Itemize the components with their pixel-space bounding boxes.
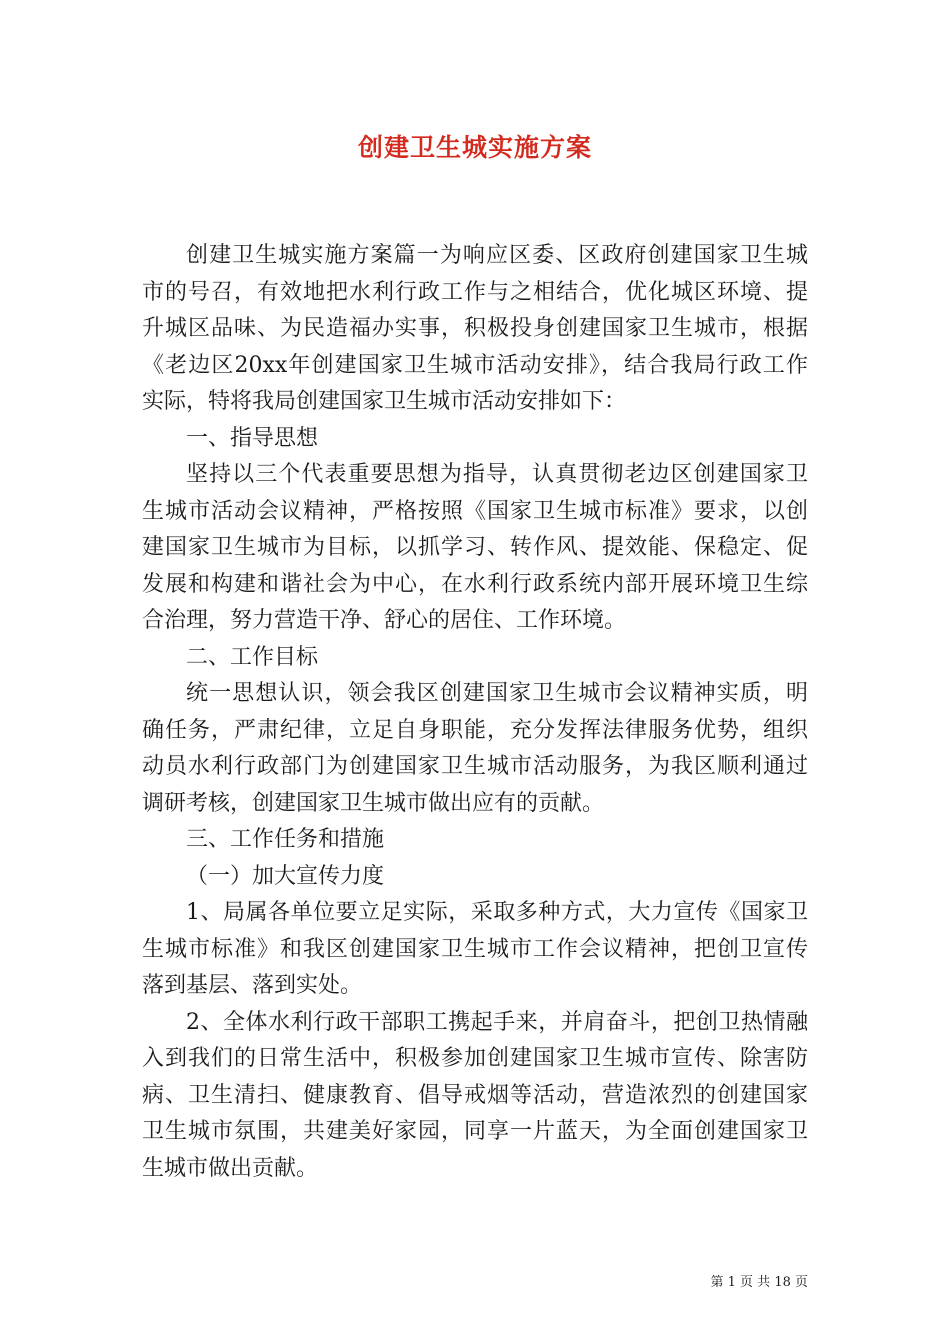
body-line: 市的号召，有效地把水利行政工作与之相结合，优化城区环境、提 <box>142 279 808 305</box>
body-line: 卫生城市氛围，共建美好家园，同享一片蓝天，为全面创建国家卫 <box>142 1119 808 1144</box>
body-line: 生城市活动会议精神，严格按照《国家卫生城市标准》要求，以创 <box>142 498 808 524</box>
body-line: 入到我们的日常生活中，积极参加创建国家卫生城市宣传、除害防 <box>142 1046 808 1071</box>
body-line: 生城市做出贡献。 <box>142 1155 319 1181</box>
body-line: 一、指导思想 <box>186 425 319 451</box>
body-line: 1、局属各单位要立足实际，采取多种方式，大力宣传《国家卫 <box>186 900 808 925</box>
body-line: 《老边区20xx年创建国家卫生城市活动安排》，结合我局行政工作 <box>142 352 808 378</box>
body-line: 坚持以三个代表重要思想为指导，认真贯彻老边区创建国家卫 <box>186 462 808 487</box>
body-line: 调研考核，创建国家卫生城市做出应有的贡献。 <box>142 790 605 816</box>
body-line: 发展和构建和谐社会为中心，在水利行政系统内部开展环境卫生综 <box>142 571 808 597</box>
body-line: 创建卫生城实施方案篇一为响应区委、区政府创建国家卫生城 <box>186 243 808 268</box>
body-line: 建国家卫生城市为目标，以抓学习、转作风、提效能、保稳定、促 <box>142 535 808 560</box>
document-title: 创建卫生城实施方案 <box>357 133 592 162</box>
body-line: 落到基层、落到实处。 <box>142 973 363 998</box>
body-line: 合治理，努力营造干净、舒心的居住、工作环境。 <box>142 608 627 633</box>
body-line: 生城市标准》和我区创建国家卫生城市工作会议精神，把创卫宣传 <box>142 936 808 962</box>
body-line: 确任务，严肃纪律，立足自身职能，充分发挥法律服务优势，组织 <box>142 717 808 743</box>
body-line: 病、卫生清扫、健康教育、倡导戒烟等活动，营造浓烈的创建国家 <box>142 1082 808 1108</box>
body-line: 升城区品味、为民造福办实事，积极投身创建国家卫生城市，根据 <box>142 316 808 341</box>
body-line: 二、工作目标 <box>186 644 319 670</box>
page-number: 第 1 页 共 18 页 <box>710 1275 808 1290</box>
body-line: 统一思想认识，领会我区创建国家卫生城市会议精神实质，明 <box>186 681 808 706</box>
body-line: 2、全体水利行政干部职工携起手来，并肩奋斗，把创卫热情融 <box>186 1009 808 1035</box>
body-line: 三、工作任务和措施 <box>186 827 385 852</box>
body-line: 实际，特将我局创建国家卫生城市活动安排如下： <box>142 389 627 414</box>
document-body <box>142 238 808 1187</box>
body-line: 动员水利行政部门为创建国家卫生城市活动服务，为我区顺利通过 <box>142 754 808 779</box>
body-line: （一）加大宣传力度 <box>186 863 385 889</box>
